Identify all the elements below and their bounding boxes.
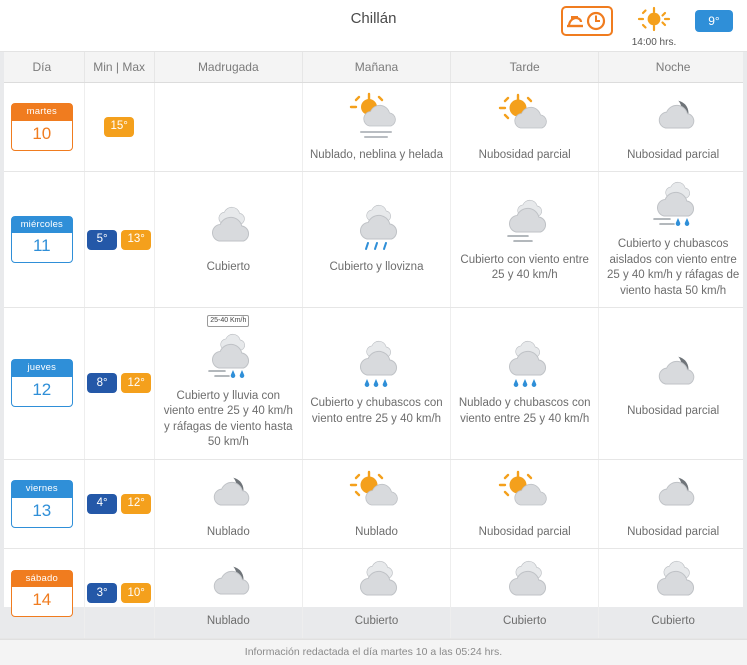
cloud-icon (494, 557, 556, 609)
column-header-tarde: Tarde (451, 52, 599, 82)
min-temperature: 4° (87, 494, 117, 514)
forecast-description: Nubosidad parcial (627, 148, 720, 161)
current-observation (561, 6, 733, 48)
column-header-manana: Mañana (302, 52, 450, 82)
forecast-description: Nublado, neblina y helada (309, 148, 443, 161)
day-number: 10 (32, 123, 52, 143)
day-number: 11 (32, 236, 51, 256)
forecast-table (0, 52, 747, 639)
cloud-icon (642, 557, 704, 609)
observation-hour: 14:00 hrs. (631, 37, 677, 48)
page-left-edge (0, 0, 4, 607)
day-cell[interactable] (0, 308, 84, 460)
day-cell[interactable] (0, 549, 84, 639)
table-row (0, 549, 747, 639)
forecast-slot-cell (154, 82, 302, 172)
column-header-madrugada: Madrugada (154, 52, 302, 82)
forecast-description: Cubierto con viento entre 25 y 40 km/h (460, 253, 589, 282)
sun-cloud-icon (345, 468, 407, 520)
page-title: Chillán (350, 10, 397, 27)
cloud-wind-icon (494, 196, 556, 248)
observation-temperature: 9° (695, 10, 733, 32)
day-name: miércoles (12, 217, 72, 234)
min-max-cell (84, 549, 154, 639)
forecast-description: Nublado (206, 525, 250, 538)
cloud-drizzle-icon (345, 203, 407, 255)
day-number: 12 (32, 380, 52, 400)
page-header (0, 0, 747, 52)
moon-cloud-icon (197, 468, 259, 520)
forecast-description: Nubosidad parcial (478, 525, 571, 538)
moon-cloud-icon (197, 557, 259, 609)
cloud-rain-icon (494, 339, 556, 391)
forecast-slot-cell (451, 308, 599, 460)
day-chip[interactable] (11, 216, 73, 264)
max-temperature: 12° (121, 494, 151, 514)
column-header-noche: Noche (599, 52, 747, 82)
min-max-cell (84, 82, 154, 172)
weather-station-icon[interactable] (561, 6, 613, 36)
day-chip[interactable] (11, 103, 73, 151)
forecast-slot-cell (599, 459, 747, 549)
forecast-description: Cubierto (502, 615, 547, 628)
forecast-description: Nubosidad parcial (478, 148, 571, 161)
forecast-slot-cell (154, 459, 302, 549)
forecast-slot-cell (154, 172, 302, 308)
column-header-day: Día (0, 52, 84, 82)
sun-cloud-icon (494, 468, 556, 520)
day-number: 14 (32, 590, 52, 610)
table-row (0, 308, 747, 460)
forecast-slot-cell (599, 82, 747, 172)
forecast-slot-cell (599, 172, 747, 308)
forecast-description: Cubierto y llovizna (329, 261, 424, 274)
day-name: viernes (12, 481, 72, 498)
forecast-footer (0, 639, 747, 665)
day-chip[interactable] (11, 480, 73, 528)
column-header-minmax: Min | Max (84, 52, 154, 82)
moon-cloud-icon (642, 347, 704, 399)
max-temperature: 12° (121, 373, 151, 393)
day-name: jueves (12, 360, 72, 377)
forecast-table-body (0, 82, 747, 638)
forecast-slot-cell (154, 308, 302, 460)
day-cell[interactable] (0, 82, 84, 172)
max-temperature: 13° (121, 230, 151, 250)
day-number: 13 (32, 500, 52, 520)
forecast-slot-cell (302, 549, 450, 639)
forecast-slot-cell (302, 82, 450, 172)
day-cell[interactable] (0, 459, 84, 549)
forecast-slot-cell (302, 172, 450, 308)
min-max-cell (84, 308, 154, 460)
forecast-slot-cell (302, 459, 450, 549)
min-max-cell (84, 459, 154, 549)
forecast-description: Cubierto y lluvia con viento entre 25 y 40 km/h y ráfagas de viento hasta 50 km/h (163, 389, 293, 449)
cloud-rain-wind-icon (642, 180, 704, 232)
forecast-slot-cell (302, 308, 450, 460)
forecast-description: Nublado y chubascos con viento entre 25 y 40 km/h (458, 397, 591, 425)
forecast-description: Nublado (355, 525, 398, 538)
cloud-rain-wind-icon (197, 332, 259, 384)
max-temperature: 15° (104, 117, 134, 137)
table-header-row (0, 52, 747, 82)
forecast-description: Nublado (206, 615, 250, 628)
table-row (0, 459, 747, 549)
forecast-description: Cubierto (354, 615, 399, 628)
forecast-slot-cell (451, 459, 599, 549)
table-row (0, 172, 747, 308)
min-max-cell (84, 172, 154, 308)
observation-now (623, 6, 685, 48)
max-temperature: 10° (121, 583, 151, 603)
forecast-description: Nubosidad parcial (627, 405, 720, 418)
forecast-description: Cubierto (651, 615, 695, 628)
forecast-slot-cell (599, 549, 747, 639)
table-row (0, 82, 747, 172)
forecast-description: Cubierto (206, 261, 251, 274)
wind-speed-tag: 25-40 Km/h (207, 315, 249, 326)
moon-cloud-icon (642, 468, 704, 520)
day-name: martes (12, 104, 72, 121)
day-cell[interactable] (0, 172, 84, 308)
sun-icon (637, 7, 671, 31)
cloud-rain-icon (345, 339, 407, 391)
min-temperature: 5° (87, 230, 117, 250)
forecast-description: Nubosidad parcial (627, 525, 720, 538)
cloud-icon (197, 203, 259, 255)
footer-note: Información redactada el día martes 10 a las 05:24 hrs. (244, 646, 503, 659)
forecast-slot-cell (451, 82, 599, 172)
forecast-slot-cell (451, 549, 599, 639)
min-temperature: 3° (87, 583, 117, 603)
forecast-slot-cell (451, 172, 599, 308)
forecast-description: Cubierto y chubascos aislados con viento entre 25 y 40 km/h y ráfagas de viento hasta 50 km/h (606, 238, 740, 297)
cloud-icon (345, 557, 407, 609)
sun-cloud-fog-icon (345, 91, 407, 143)
sun-cloud-icon (494, 91, 556, 143)
page-right-edge (743, 0, 747, 607)
forecast-slot-cell (599, 308, 747, 460)
day-chip[interactable] (11, 359, 73, 407)
day-name: sábado (12, 571, 72, 588)
min-temperature: 8° (87, 373, 117, 393)
forecast-slot-cell (154, 549, 302, 639)
moon-cloud-icon (642, 91, 704, 143)
day-chip[interactable] (11, 570, 73, 618)
forecast-description: Cubierto y chubascos con viento entre 25 y 40 km/h (310, 397, 443, 425)
